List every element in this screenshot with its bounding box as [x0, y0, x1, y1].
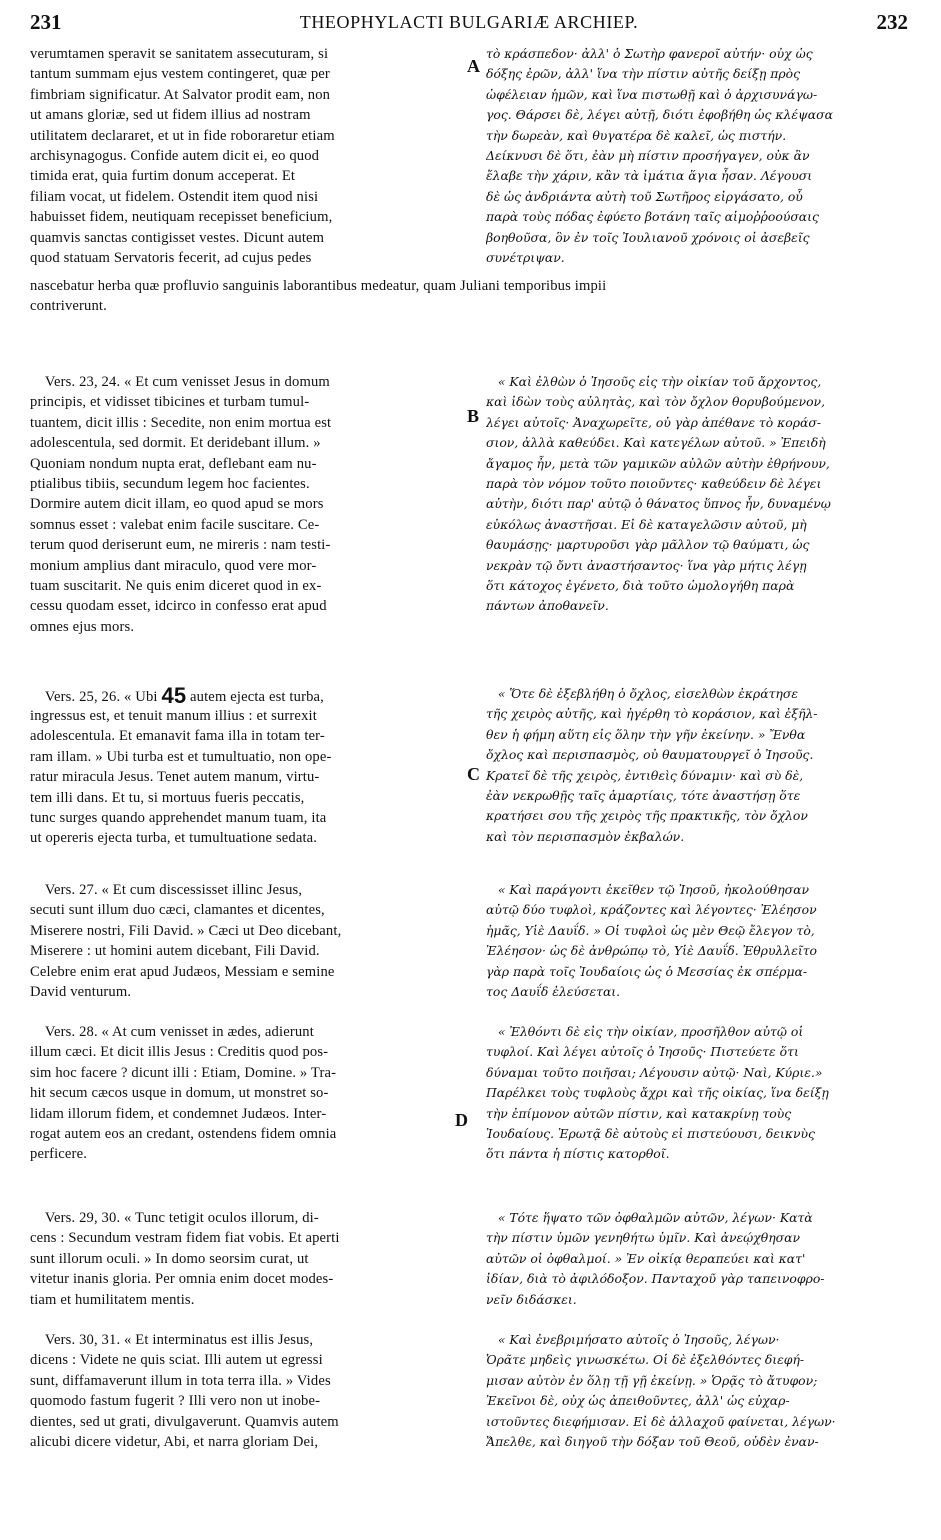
greek-vers-23-24: « Καὶ ἐλθὼν ὁ Ἰησοῦς εἰς τὴν οἰκίαν τοῦ ἄρχοντος, καὶ ἰδὼν τοὺς αὐλητὰς, καὶ τὸν ὄχλον θορυβούμενον, λέγει αὐτοῖς· Ἀναχωρεῖτε, οὐ γὰρ ἀπέθανε τὸ κοράσ- σιον, ἀλλὰ καθεύδει. Καὶ κατεγέλων αὐτοῦ. » Ἐπειδὴ ἄγαμος ἦν, μετὰ τῶν γαμικῶν αὐλῶν αὐτὴν ἐθρήνουν, παρὰ τὸν νόμον τοῦτο ποιοῦντες· καθεύδειν δὲ λέγει αὐτὴν, διότι παρ' αὐτῷ ὁ θάνατος ὕπνος ἦν, δυναμένῳ εὐκόλως ἀναστῆσαι. Εἰ δὲ καταγελῶσιν αὐτοῦ, μὴ θαυμάσῃς· μαρτυροῦσι γὰρ μᾶλλον τῷ θαύματι, ὡς νεκρὰν τῷ ὄντι ἀναστήσαντος· ἵνα γὰρ μήτις λέγῃ ὅτι κάτοχος ἐγένετο, διὰ τοῦτο ὡμολογήθη παρὰ πάντων ἀποθανεῖν.: [486, 374, 831, 614]
greek-vers-25-26: « Ὅτε δὲ ἐξεβλήθη ὁ ὄχλος, εἰσελθὼν ἐκράτησε τῆς χειρὸς αὐτῆς, καὶ ἠγέρθη τὸ κοράσιον, καὶ ἐξῆλ- θεν ἡ φήμη αὕτη εἰς ὅλην τὴν γῆν ἐκείνην. » Ἔνθα ὄχλος καὶ περισπασμὸς, οὐ θαυματουργεῖ ὁ Ἰησοῦς. Κρατεῖ δὲ τῆς χειρὸς, ἐντιθεὶς δύναμιν· καὶ σὺ δὲ, ἐὰν νεκρωθῇς ταῖς ἁμαρτίαις, τότε ἀναστήσῃ ὅτε κρατήσει σου τῆς χειρὸς τῆς πρακτικῆς, τὸν ὄχλον καὶ τὸν περισπασμὸν ἐκβαλών.: [486, 686, 818, 844]
verse-lead: Vers. 25, 26. « Ubi: [30, 689, 158, 705]
latin-vers-23-24: Vers. 23, 24. « Et cum venisset Jesus in domum principis, et vidisset tibicines et turbam tumul- tuantem, dicit illis : Secedite, non enim mortua est adolescentula, sed dormit. Et deridebant illum. » Quoniam nondum nupta erat, deflebant eam nu- ptialibus tibiis, secundum legem hoc facientes. Dormire autem dicit illam, eo quod apud se mors somnus esset : valebat enim facile suscitare. Ce- terum quod deriserunt eum, ne mireris : nam testi- monium amplius dant miraculo, quod vere mor- tuam suscitarit. Ne quis enim diceret quod in ex- cessu quodam esset, idcirco in confesso erat apud omnes ejus mors.: [30, 374, 332, 635]
greek-column-top: τὸ κράσπεδον· ἀλλ' ὁ Σωτὴρ φανεροῖ αὐτήν· οὐχ ὡς δόξης ἐρῶν, ἀλλ' ἵνα τὴν πίστιν αὐτῆς δείξῃ πρὸς ὠφέλειαν ἡμῶν, καὶ ἵνα πιστωθῇ καὶ ὁ ἀρχισυνάγω- γος. Θάρσει δὲ, λέγει αὐτῇ, διότι ἐφοβήθη ὡς κλέψασα τὴν δωρεὰν, καὶ θυγατέρα δὲ καλεῖ, ὡς πιστήν. Δείκνυσι δὲ ὅτι, ἐὰν μὴ πίστιν προσήγαγεν, οὐκ ἂν ἔλαβε τὴν χάριν, κἂν τὰ ἱμάτια ἅγια ἦσαν. Λέγουσι δὲ ὡς ἀνδριάντα αὐτὴ τοῦ Σωτῆρος εἰργάσατο, οὗ παρὰ τοὺς πόδας ἐφύετο βοτάνη ταῖς αἱμοῤῥοούσαις βοηθοῦσα, ὃν ἐν τοῖς Ἰουλιανοῦ χρόνοις οἱ ἀσεβεῖς συνέτριψαν.: [486, 46, 833, 266]
page-stamp-45: 45: [161, 684, 187, 706]
full-width-line: nascebatur herba quæ profluvio sanguinis laborantibus medeatur, quam Juliani temporibus impii contriverunt.: [30, 278, 607, 315]
latin-vers-25-26-first-line: [30, 684, 466, 706]
latin-column-top: verumtamen speravit se sanitatem assecuturam, si tantum summam ejus vestem contingeret, quæ per fimbriam significatur. At Salvator prodit eam, non ut amans gloriæ, sed ut fidem illius ad nostram utilitatem declararet, et ut in fide roboraretur etiam archisynagogus. Confide autem dicit ei, eo quod timida erat, quia furtim donum acceperat. Et filiam vocat, ut fidelem. Ostendit item quod nisi habuisset fidem, neutiquam recepisset beneficium, quamvis sanctas contigisset vestes. Dicunt autem quod statuam Servatoris fecerit, ad cujus pedes: [30, 46, 335, 267]
page-number-right: 232: [876, 10, 908, 34]
section-marker-c: C: [467, 764, 480, 784]
latin-vers-27: Vers. 27. « Et cum discessisset illinc Jesus, secuti sunt illum duo cæci, clamantes et dicentes, Miserere nostri, Fili David. » Cæci ut Deo dicebant, Miserere : ut homini autem dicebant, Fili David. Celebre enim erat apud Judæos, Messiam e semine David venturum.: [30, 882, 342, 1001]
latin-vers-25-26: ingressus est, et tenuit manum illius : et surrexit adolescentula. Et emanavit fama illa in totam ter- ram illam. » Ubi turba est et tumultuatio, non ope- ratur miracula Jesus. Tenet autem manum, virtu- tem illi dans. Et tu, si mortuus fueris peccatis, tunc surges quando apprehendet manum tuam, ita ut opereris ejecta turba, et tumultuatione sedata.: [30, 708, 332, 847]
latin-vers-29-30: Vers. 29, 30. « Tunc tetigit oculos illorum, di- cens : Secundum vestram fidem fiat vobis. Et aperti sunt illorum oculi. » In domo seorsim curat, ut vitetur inanis gloria. Per omnia enim docet modes- tiam et humilitatem mentis.: [30, 1210, 340, 1308]
running-title: THEOPHYLACTI BULGARIÆ ARCHIEP.: [299, 12, 639, 32]
running-header: [30, 10, 908, 42]
greek-vers-29-30: « Τότε ἥψατο τῶν ὀφθαλμῶν αὐτῶν, λέγων· Κατὰ τὴν πίστιν ὑμῶν γενηθήτω ὑμῖν. Καὶ ἀνεῴχθησαν αὐτῶν οἱ ὀφθαλμοί. » Ἐν οἰκίᾳ θεραπεύει καὶ κατ' ἰδίαν, διὰ τὸ ἀφιλόδοξον. Πανταχοῦ γὰρ ταπεινοφρο- νεῖν διδάσκει.: [486, 1210, 825, 1307]
latin-vers-30-31: Vers. 30, 31. « Et interminatus est illis Jesus, dicens : Videte ne quis sciat. Illi autem ut egressi sunt, diffamaverunt illum in tota terra illa. » Vides quomodo fastum fugerit ? Illi vero non ut inobe- dientes, sed ut grati, divulgaverunt. Quamvis autem alicubi dicere videtur, Abi, et narra gloriam Dei,: [30, 1332, 339, 1451]
verse-lead-rest: autem ejecta est turba,: [186, 689, 324, 705]
page-number-left: 231: [30, 10, 62, 34]
greek-vers-30-31: « Καὶ ἐνεβριμήσατο αὐτοῖς ὁ Ἰησοῦς, λέγων· Ὁρᾶτε μηδεὶς γινωσκέτω. Οἱ δὲ ἐξελθόντες διεφή- μισαν αὐτὸν ἐν ὅλῃ τῇ γῇ ἐκείνῃ. » Ὁρᾷς τὸ ἄτυφον; Ἐκεῖνοι δὲ, οὐχ ὡς ἀπειθοῦντες, ἀλλ' ὡς εὐχαρ- ιστοῦντες διεφήμισαν. Εἰ δὲ ἀλλαχοῦ φαίνεται, λέγων· Ἄπελθε, καὶ διηγοῦ τὴν δόξαν τοῦ Θεοῦ, οὐδὲν ἐναν-: [486, 1332, 836, 1450]
greek-vers-28: « Ἐλθόντι δὲ εἰς τὴν οἰκίαν, προσῆλθον αὐτῷ οἱ τυφλοί. Καὶ λέγει αὐτοῖς ὁ Ἰησοῦς· Πιστεύετε ὅτι δύναμαι τοῦτο ποιῆσαι; Λέγουσιν αὐτῷ· Ναὶ, Κύριε.» Παρέλκει τοὺς τυφλοὺς ἄχρι καὶ τῆς οἰκίας, ἵνα δείξῃ τὴν ἐπίμονον αὐτῶν πίστιν, καὶ κατακρίνῃ τοὺς Ἰουδαίους. Ἐρωτᾷ δὲ αὐτοὺς εἰ πιστεύουσι, δεικνὺς ὅτι πάντα ἡ πίστις κατορθοῖ.: [486, 1024, 829, 1162]
section-marker-a: A: [467, 56, 480, 76]
latin-vers-28: Vers. 28. « At cum venisset in ædes, adierunt illum cæci. Et dicit illis Jesus : Creditis quod pos- sim hoc facere ? dicunt illi : Etiam, Domine. » Tra- hit secum cæcos usque in domum, ut monstret so- lidam illorum fidem, et condemnet Judæos. Inter- rogat autem eos an credant, ostendens fidem omnia perficere.: [30, 1024, 337, 1163]
greek-vers-27: « Καὶ παράγοντι ἐκεῖθεν τῷ Ἰησοῦ, ἠκολούθησαν αὐτῷ δύο τυφλοὶ, κράζοντες καὶ λέγοντες· Ἐλέησον ἡμᾶς, Υἱὲ Δαυΐδ. » Οἱ τυφλοὶ ὡς μὲν Θεῷ ἔλεγον τὸ, Ἐλέησον· ὡς δὲ ἀνθρώπῳ τὸ, Υἱὲ Δαυΐδ. Ἐθρυλλεῖτο γὰρ παρὰ τοῖς Ἰουδαίοις ὡς ὁ Μεσσίας ἐκ σπέρμα- τος Δαυΐδ ἐλεύσεται.: [486, 882, 818, 1000]
section-marker-d: D: [455, 1110, 468, 1130]
section-marker-b: B: [467, 406, 480, 426]
